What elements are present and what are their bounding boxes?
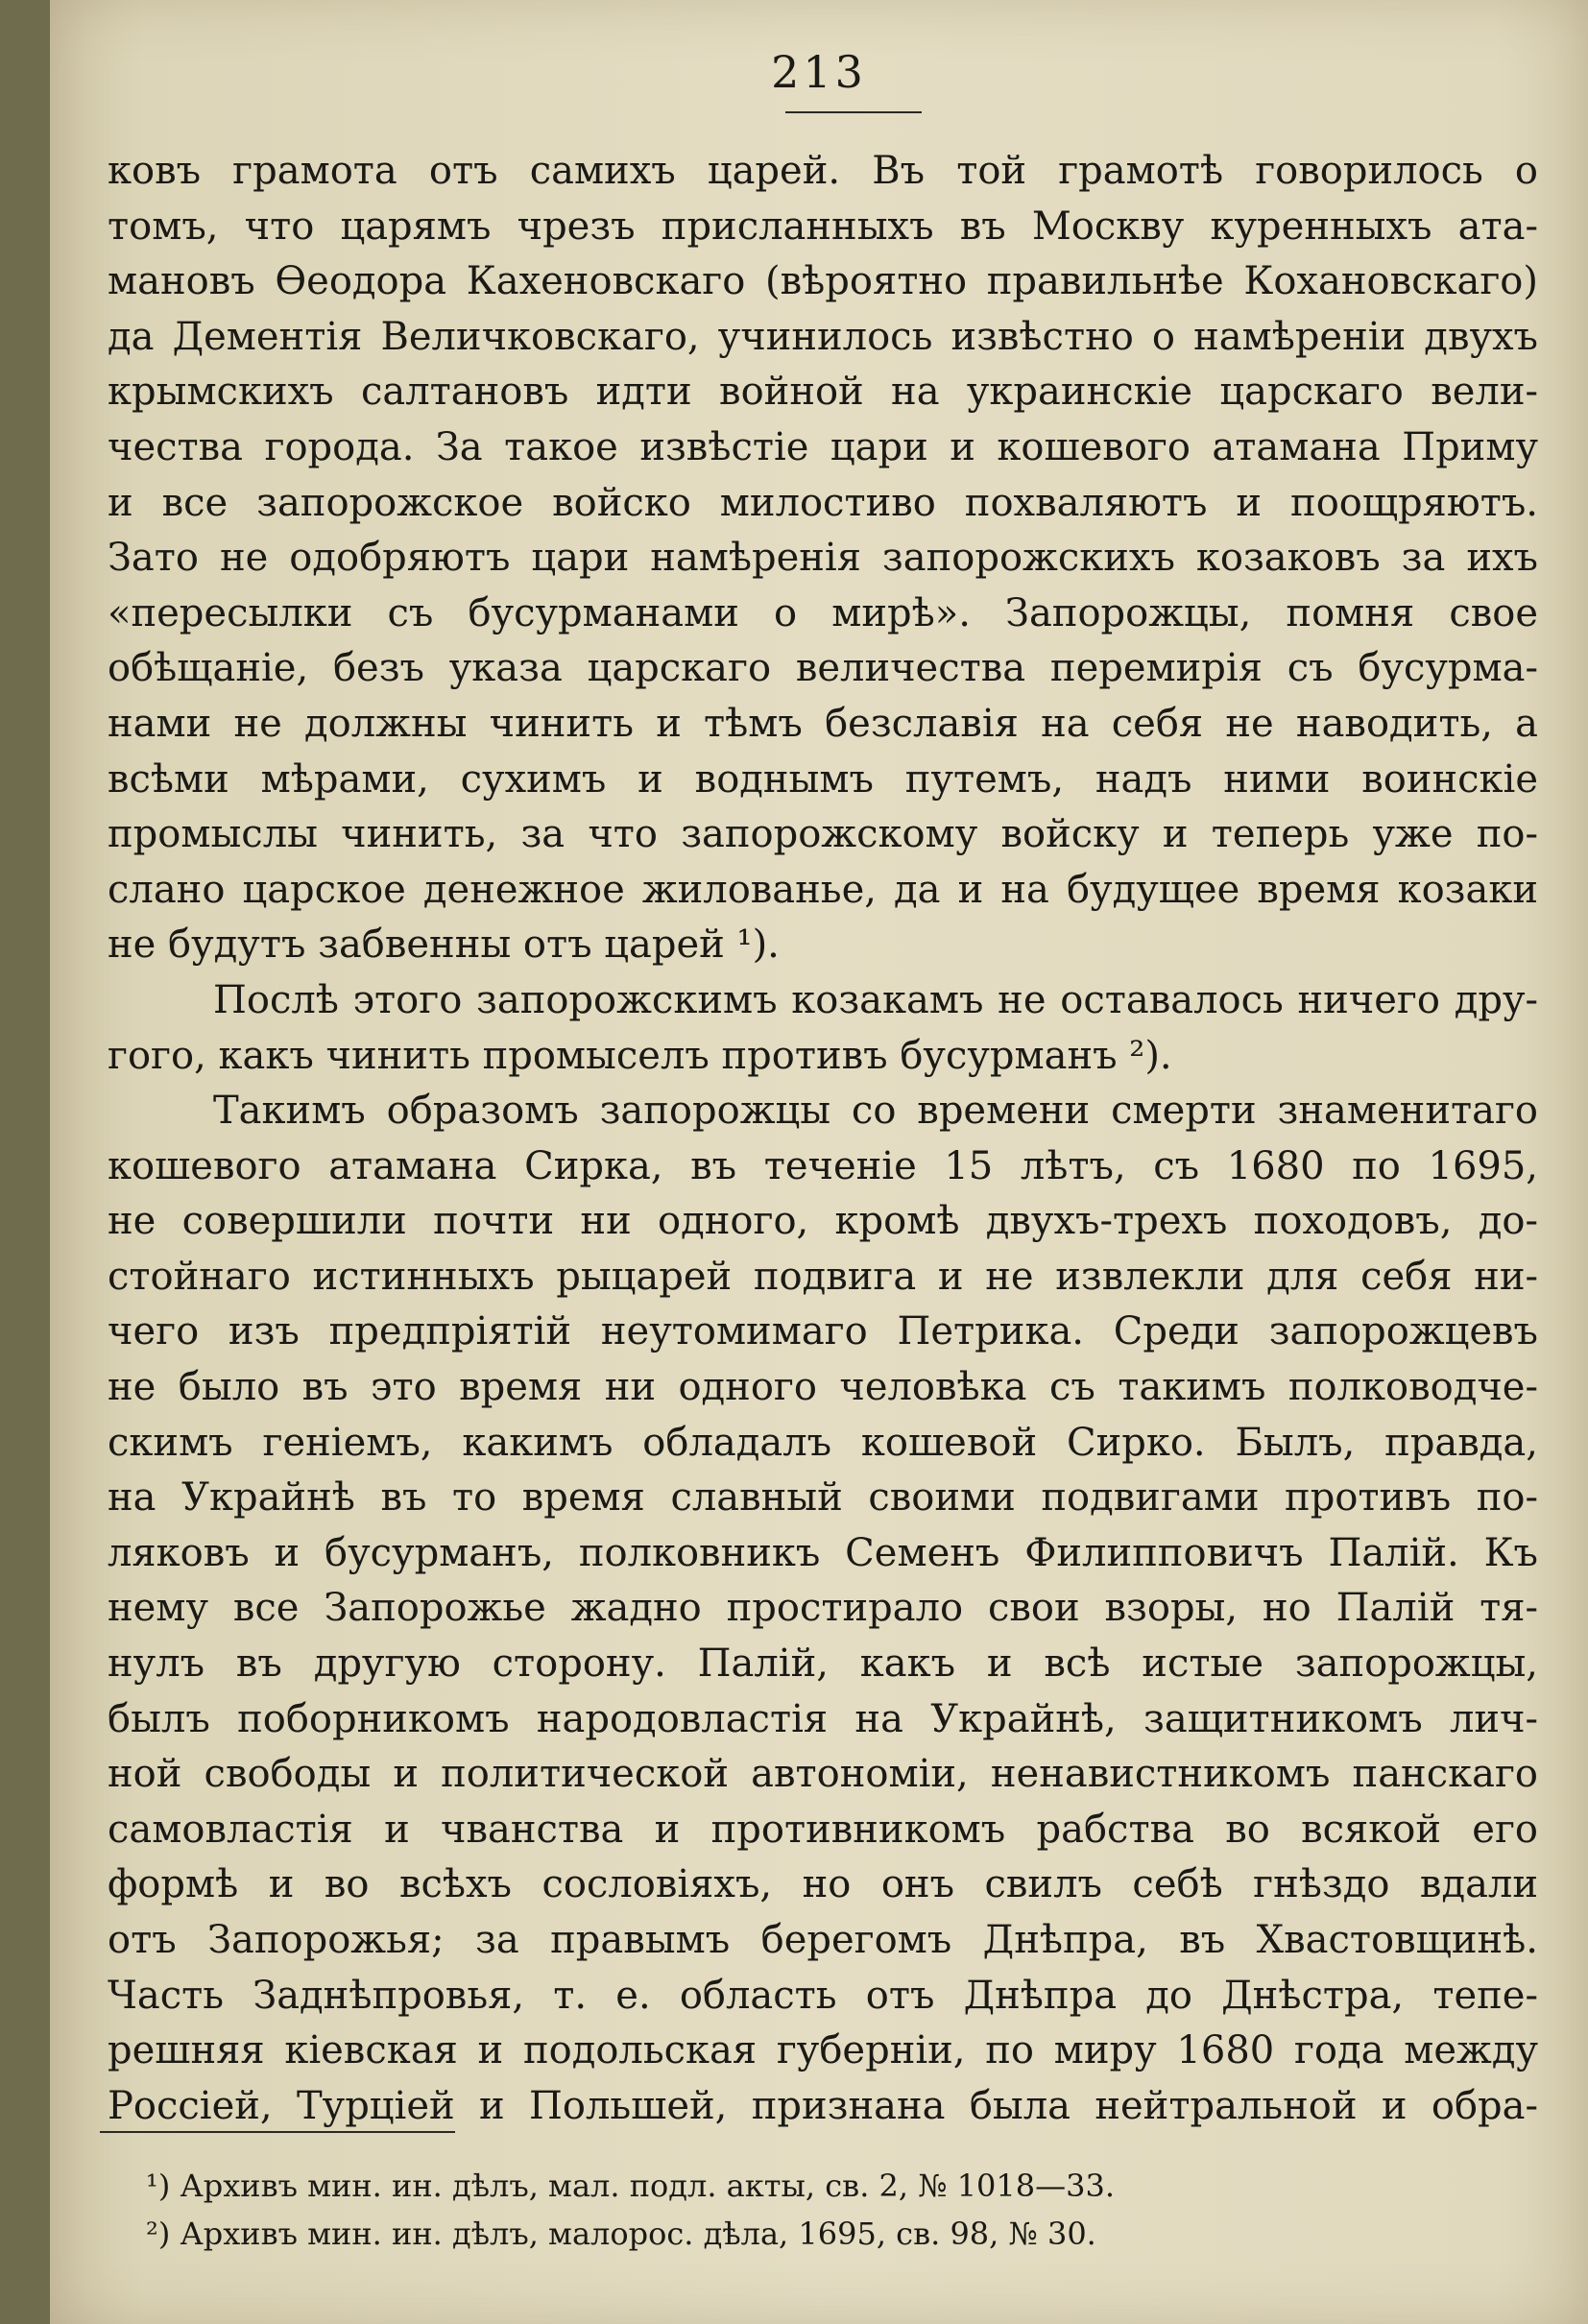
page-number-rule — [785, 111, 922, 113]
page-number: 213 — [771, 46, 867, 98]
text-line: кошевого атамана Сирка, въ теченіе 15 лѣтъ, съ 1680 по 1695, — [108, 1143, 1538, 1188]
text-line: ляковъ и бусурманъ, полковникъ Семенъ Филипповичъ Палій. Къ — [108, 1530, 1538, 1575]
text-line: обѣщаніе, безъ указа царскаго величества перемирія съ бусурма- — [108, 646, 1538, 691]
text-line: не совершили почти ни одного, кромѣ двухъ-трехъ походовъ, до- — [108, 1199, 1538, 1244]
text-line: стойнаго истинныхъ рыцарей подвига и не извлекли для себя ни- — [108, 1254, 1538, 1299]
text-line: слано царское денежное жилованье, да и на будущее время козаки — [108, 867, 1538, 912]
text-line: самовластія и чванства и противникомъ рабства во всякой его — [108, 1807, 1538, 1852]
text-line: и все запорожское войско милостиво похваляютъ и поощряютъ. — [108, 480, 1538, 525]
footnote-2: ²) Архивъ мин. ин. дѣлъ, малорос. дѣла, 1695, св. 98, № 30. — [146, 2216, 1096, 2252]
footnote-rule — [100, 2131, 455, 2133]
text-line: не будутъ забвенны отъ царей ¹). — [108, 922, 780, 968]
text-line: нами не должны чинить и тѣмъ безславія на себя не наводить, а — [108, 701, 1538, 746]
text-line: ковъ грамота отъ самихъ царей. Въ той грамотѣ говорилось о — [108, 149, 1538, 193]
text-line: чего изъ предпріятій неутомимаго Петрика. Среди запорожцевъ — [108, 1309, 1538, 1354]
text-line: решняя кіевская и подольская губерніи, по миру 1680 года между — [108, 2028, 1538, 2073]
text-line: чества города. За такое извѣстіе цари и кошевого атамана Приму — [108, 424, 1538, 469]
text-line: Часть Заднѣпровья, т. е. область отъ Днѣпра до Днѣстра, тепе- — [108, 1973, 1538, 2018]
text-line: крымскихъ салтановъ идти войной на украинскіе царскаго вели- — [108, 370, 1538, 415]
book-page — [50, 0, 1588, 2324]
text-line: мановъ Ѳеодора Кахеновскаго (вѣроятно правильнѣе Кохановскаго) — [108, 259, 1538, 304]
text-line: Зато не одобряютъ цари намѣренія запорожскихъ козаковъ за ихъ — [108, 536, 1538, 581]
text-line: скимъ геніемъ, какимъ обладалъ кошевой Сирко. Былъ, правда, — [108, 1420, 1538, 1465]
text-line: Послѣ этого запорожскимъ козакамъ не оставалось ничего дру- — [213, 977, 1538, 1022]
text-line: нулъ въ другую сторону. Палій, какъ и всѣ истые запорожцы, — [108, 1641, 1538, 1687]
text-line: Россіей, Турціей и Польшей, признана была нейтральной и обра- — [108, 2083, 1538, 2128]
text-line: томъ, что царямъ чрезъ присланныхъ въ Москву куренныхъ ата- — [108, 204, 1538, 249]
text-line: формѣ и во всѣхъ сословіяхъ, но онъ свилъ себѣ гнѣздо вдали — [108, 1862, 1538, 1907]
main-text — [108, 144, 1538, 2134]
text-line: всѣми мѣрами, сухимъ и воднымъ путемъ, надъ ними воинскіе — [108, 756, 1538, 802]
text-line: отъ Запорожья; за правымъ берегомъ Днѣпра, въ Хвастовщинѣ. — [108, 1918, 1538, 1962]
footnote-1: ¹) Архивъ мин. ин. дѣлъ, мал. подл. акты, св. 2, № 1018—33. — [146, 2168, 1116, 2204]
text-line: «пересылки съ бусурманами о мирѣ». Запорожцы, помня свое — [108, 590, 1538, 635]
text-line: Такимъ образомъ запорожцы со времени смерти знаменитаго — [213, 1089, 1538, 1134]
text-line: на Украйнѣ въ то время славный своими подвигами противъ по- — [108, 1475, 1538, 1521]
footnotes — [146, 2162, 1298, 2258]
text-line: промыслы чинить, за что запорожскому войску и теперь уже по- — [108, 812, 1538, 857]
text-line: ной свободы и политической автономіи, ненавистникомъ панскаго — [108, 1752, 1538, 1797]
text-line: нему все Запорожье жадно простирало свои взоры, но Палій тя- — [108, 1586, 1538, 1631]
text-line: былъ поборникомъ народовластія на Украйнѣ, защитникомъ лич- — [108, 1696, 1538, 1741]
text-line: не было въ это время ни одного человѣка съ такимъ полководче- — [108, 1365, 1538, 1410]
text-line: да Дементія Величковскаго, учинилось извѣстно о намѣреніи двухъ — [108, 314, 1538, 359]
text-line: гого, какъ чинить промыселъ противъ бусурманъ ²). — [108, 1033, 1172, 1078]
